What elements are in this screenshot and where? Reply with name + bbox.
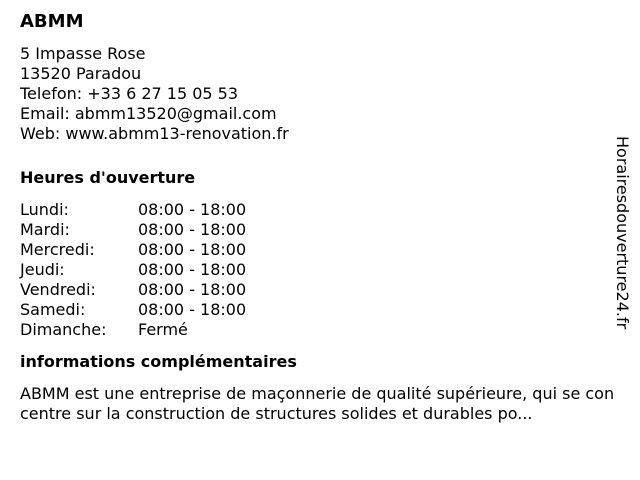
address-city: 13520 Paradou	[20, 64, 142, 83]
hours-row	[20, 300, 620, 320]
hours-time: 08:00 - 18:00	[138, 300, 247, 319]
hours-day: Dimanche:	[20, 320, 107, 339]
hours-day: Mercredi:	[20, 240, 95, 259]
hours-day: Vendredi:	[20, 280, 96, 299]
hours-time: Fermé	[138, 320, 188, 339]
hours-time: 08:00 - 18:00	[138, 240, 247, 259]
hours-time: 08:00 - 18:00	[138, 200, 247, 219]
hours-row	[20, 260, 620, 280]
contact-block	[20, 44, 620, 144]
business-card	[20, 10, 620, 424]
hours-row	[20, 280, 620, 300]
hours-time: 08:00 - 18:00	[138, 280, 247, 299]
hours-day: Jeudi:	[20, 260, 65, 279]
hours-row	[20, 320, 620, 340]
site-credit: Horairesdouverture24.fr	[613, 136, 632, 330]
business-description: ABMM est une entreprise de maçonnerie de qualité supérieure, qui se concentre sur la construction de structures solides et durables po...	[20, 384, 615, 423]
opening-hours-table	[20, 200, 620, 340]
phone-number: Telefon: +33 6 27 15 05 53	[20, 84, 239, 103]
additional-info-title: informations complémentaires	[20, 352, 297, 371]
hours-time: 08:00 - 18:00	[138, 260, 247, 279]
business-name: ABMM	[20, 11, 84, 32]
website: Web: www.abmm13-renovation.fr	[20, 124, 289, 143]
hours-row	[20, 240, 620, 260]
address-street: 5 Impasse Rose	[20, 44, 146, 63]
opening-hours-title: Heures d'ouverture	[20, 168, 196, 187]
email-address: Email: abmm13520@gmail.com	[20, 104, 277, 123]
hours-day: Samedi:	[20, 300, 86, 319]
hours-day: Mardi:	[20, 220, 70, 239]
hours-time: 08:00 - 18:00	[138, 220, 247, 239]
hours-row	[20, 220, 620, 240]
hours-row	[20, 200, 620, 220]
hours-day: Lundi:	[20, 200, 69, 219]
